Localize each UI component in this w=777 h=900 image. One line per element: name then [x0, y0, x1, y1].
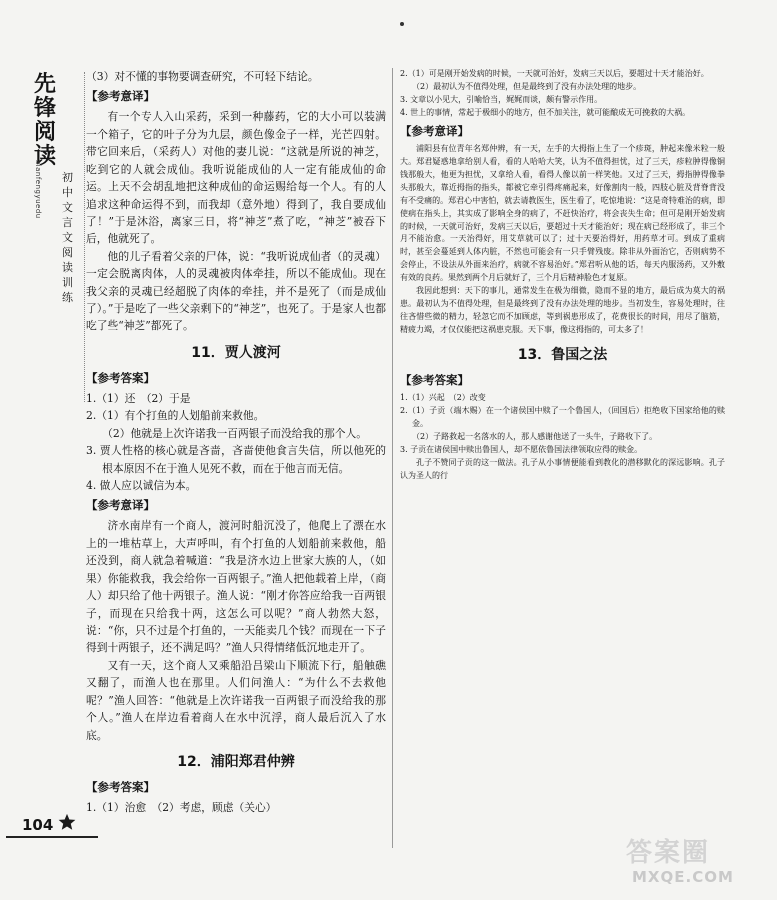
watermark-url: MXQE.COM [632, 868, 734, 886]
answer-item: 3. 文章以小见大，引喻恰当，娓娓而谈，颇有警示作用。 [400, 94, 603, 104]
paragraph: 孔子不赞同子贡的这一做法。孔子从小事情便能看到教化的潜移默化的深远影响。孔子认为圣人的行 [400, 457, 725, 480]
section-tag: 【参考答案】 [86, 370, 155, 385]
page-number: 104 [22, 816, 54, 834]
brand-char: 读 [34, 143, 57, 169]
left-column [86, 68, 386, 816]
brand-sub-char: 读 [62, 261, 73, 274]
brand-sub-char: 练 [62, 291, 73, 304]
answer-item: 3. 贾人性格的核心就是吝啬，吝啬使他食言失信，所以他死的根本原因不在于渔人见死不救，而在于他言而无信。 [86, 444, 386, 475]
brand-sub-char: 文 [62, 231, 73, 244]
answer-item: 1.（1）治愈 （2）考虑，顾虑（关心） [86, 800, 277, 814]
side-brand [28, 72, 85, 402]
answer-item: 2.（1）有个打鱼的人划船前来救他。 [86, 409, 265, 423]
brand-sub-char: 中 [62, 186, 73, 199]
brand-char: 先 [34, 71, 57, 97]
section-tag: 【参考答案】 [400, 373, 469, 388]
answer-item: 2.（1）可是刚开始发病的时候，一天就可治好，发病三天以后，要超过十天才能治好。 [400, 69, 709, 78]
brand-subtitle [62, 170, 78, 305]
brand-sub-char: 训 [62, 276, 73, 289]
star-icon [58, 813, 76, 831]
answer-subitem: （2）子路救起一名落水的人，那人感谢他送了一头牛，子路收下了。 [412, 431, 658, 441]
brand-title [34, 72, 64, 168]
section-tag: 【参考意译】 [400, 123, 469, 138]
brand-sub-char: 言 [62, 216, 73, 229]
lesson-title: 13．鲁国之法 [517, 347, 608, 364]
section-tag: 【参考答案】 [86, 779, 155, 794]
watermark-logo-text: 答案圈 [626, 838, 711, 868]
answer-item: 1.（1）兴起 （2）改变 [400, 393, 486, 403]
brand-pinyin: xianfengyuedu [34, 160, 42, 219]
watermark [626, 832, 766, 892]
answer-item: 3. 子贡在诸侯国中赎出鲁国人，却不愿依鲁国法律领取应得的赎金。 [400, 444, 643, 454]
lesson-title: 11．贾人渡河 [191, 344, 281, 361]
paragraph: 我因此想到：天下的事儿，通常发生在极为细微，隐而不显的地方，最后成为莫大的祸患。最初认为不值得处理，但是最终到了没有办法处理的地步。当初发生，容易处理时，往往吝惜些微的精力，轻忽它而不加顾虑，等到祸患形成了，花费很长的时间，用尽了脑筋，精疲力竭，才仅仅能把这祸患克服。天下事，像这拇指的，可太多了！ [400, 286, 725, 335]
answer-subitem: （2）他就是上次许诺我一百两银子而没给我的那个人。 [102, 426, 367, 440]
right-column [400, 68, 725, 483]
section-tag: 【参考意译】 [86, 498, 155, 513]
brand-char: 阅 [34, 119, 57, 145]
section-tag: 【参考意译】 [86, 89, 155, 104]
paragraph: 济水南岸有一个商人，渡河时船沉没了，他爬上了漂在水上的一堆枯草上，大声呼叫，有个打鱼的人划船前来救他，船还没到，商人就急着喊道：“我是济水边上世家大族的人，（如果）你能救我，我会给你一百两银子。”渔人把他载着上岸，（商人）却只给了他十两银子。渔人说：“刚才你答应给我一百两银子，而现在只给我十两，这怎么可以呢？”商人勃然大怒，说：“你，只不过是个打鱼的，一天能卖几个钱？而现在一下子得到十两银子，还不满足吗？”渔人只得情绪低沉地走开了。 [86, 519, 386, 655]
brand-sub-char: 文 [62, 201, 73, 214]
ink-dot [400, 22, 404, 26]
brand-char: 锋 [34, 95, 57, 121]
answer-subitem: （2）最初认为不值得处理，但是最终到了没有办法处理的地步。 [412, 81, 642, 91]
paragraph: 浦阳县有位青年名郑仲辨，有一天，左手的大拇指上生了一个疹斑，肿起来像米粒一般大。郑君疑惑地拿给别人看，看的人哈哈大笑，认为不值得担忧，过了三天，疹粒肿得像铜钱那般大，他更为担忧，又拿给人看，看得人像以前一样笑他。又过了三天，拇指肿得像拳头那般大，靠近拇指的指头，都被它牵引得疼痛起来，好像割肉一般，四肢心脏及背脊背没有不受痛的。郑君心中害怕，就去请教医生，医生看了，吃惊地说：“这是奇特难治的病，即使病在指头上，其实成了影响全身的病了，不赶快治疗，将会丧失生命；但可是刚开始发病的时候，一天就可治好，发病三天以后，要超过十天才能治好；现在病已经形成了，非三个月不能治愈。一天治得好，用艾草就可以了；过十天要治得好，用药草才可。到成了重病时，甚至会蔓延到人体内脏，不然也可能会有一只手臂残废。除非从外面治它，否则病势不会停止，不设法从外面来治疗，病就不容易治好。”郑君听从他的话，每天内服汤药，又外敷有效的良药。果然到两个月后就好了，三个月后精神脸色才复原。 [400, 143, 725, 283]
lesson-title: 12．浦阳郑君仲辨 [177, 753, 295, 770]
answer-item: 4. 做人应以诚信为本。 [86, 479, 197, 493]
answer-item: 2.（1）子贡（端木赐）在一个诸侯国中赎了一个鲁国人，（回国后）拒绝收下国家给他的赎金。 [400, 406, 725, 429]
answer-item: 4. 世上的事情，常起于极细小的地方，但不加关注，就可能酿成无可挽救的大祸。 [400, 107, 691, 117]
answer-item: （3）对不懂的事物要调查研究，不可轻下结论。 [86, 70, 319, 83]
paragraph: 他的儿子看着父亲的尸体，说：“我听说成仙者（的灵魂）一定会脱离肉体，人的灵魂被肉体牵挂，所以不能成仙。现在我父亲的灵魂已经超脱了肉体的牵挂，并不是死了（而是成仙了）。”于是吃了一些父亲剩下的“神芝”，也死了。于是家人也都吃了些“神芝”都死了。 [86, 249, 386, 333]
paragraph: 又有一天，这个商人又乘船沿吕梁山下顺流下行，船触礁又翻了，而渔人也在那里。人们问渔人：“为什么不去救他呢？”渔人回答：“他就是上次许诺我一百两银子而没给我的那个人。”渔人在岸边看着商人在水中沉浮，商人最后沉入了水底。 [86, 658, 386, 742]
brand-sub-char: 阅 [62, 246, 73, 259]
answer-item: 1.（1）还 （2）于是 [86, 391, 191, 405]
brand-sub-char: 初 [62, 171, 73, 184]
paragraph: 有一个专人入山采药，采到一种藤药，它的大小可以装满一个箱子，它的叶子分为九层，颜色像金子一样，光芒四射。带它回来后，（采药人）对他的妻儿说：“这就是所说的神芝，吃到它的人就会成仙。我听说能成仙的人一定有能成仙的命运。上天不会胡乱地把这种成仙的命运赐给每一个人。有的人追求这种命运得不到，而我却（意外地）得到了，我自要成仙了！”于是沐浴，离家三日，将“神芝”煮了吃，“神芝”被吞下后，他就死了。 [86, 110, 386, 246]
